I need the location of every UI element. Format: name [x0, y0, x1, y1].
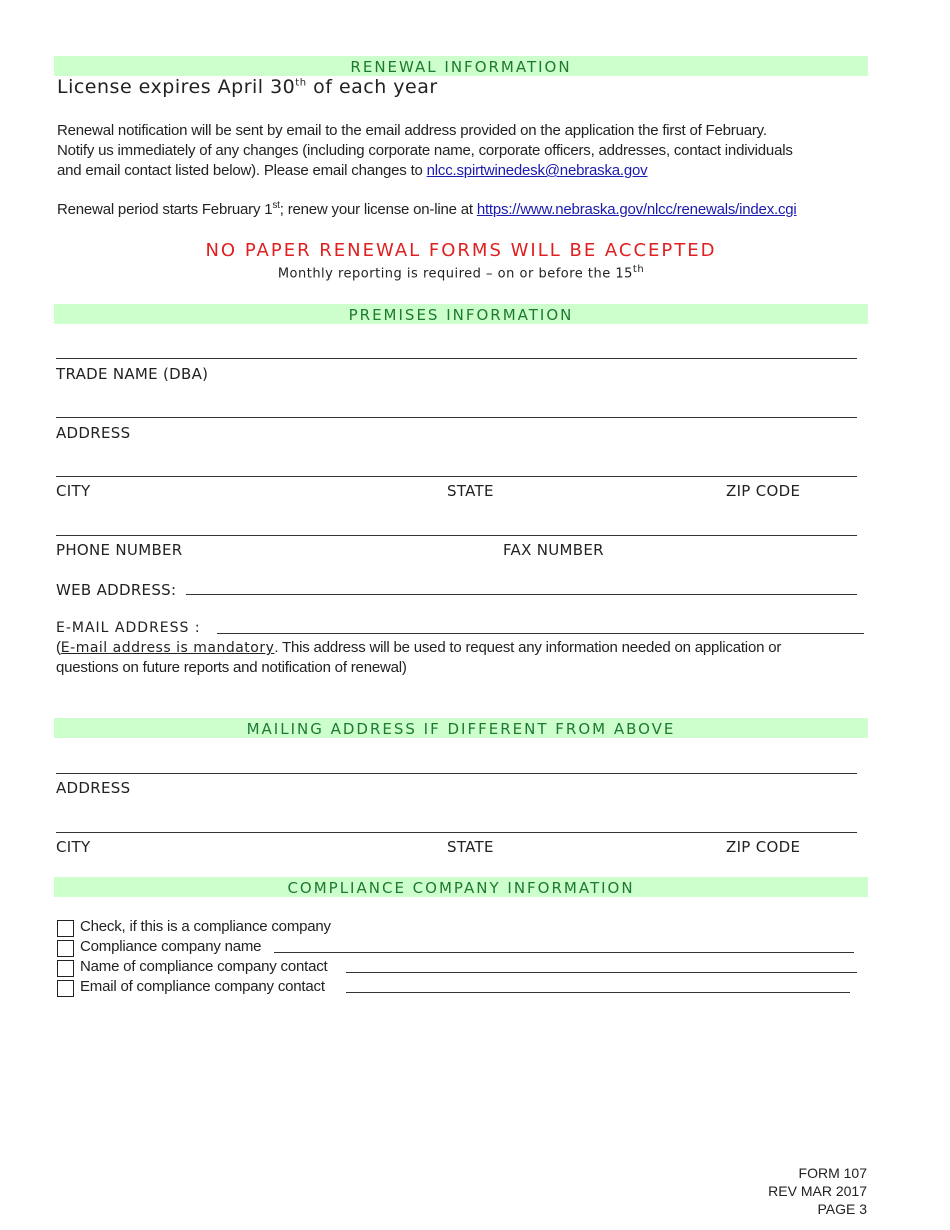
compliance-name-checkbox[interactable] — [57, 940, 74, 957]
compliance-contact-field[interactable] — [346, 972, 857, 973]
renewal-para1-line1: Renewal notification will be sent by email to the email address provided on the application the first of February. — [57, 122, 767, 139]
zip-label: ZIP CODE — [726, 482, 801, 500]
mailing-city-label: CITY — [56, 838, 91, 856]
license-expires: License expires April 30th of each year — [57, 76, 438, 98]
compliance-email-label: Email of compliance company contact — [80, 978, 325, 995]
compliance-email-checkbox[interactable] — [57, 980, 74, 997]
compliance-name-field[interactable] — [274, 952, 854, 953]
form-revision: REV MAR 2017 — [768, 1183, 867, 1199]
fax-label: FAX NUMBER — [503, 541, 604, 559]
compliance-contact-label: Name of compliance company contact — [80, 958, 328, 975]
compliance-email-field[interactable] — [346, 992, 850, 993]
form-number: FORM 107 — [798, 1165, 867, 1181]
compliance-company-checkbox[interactable] — [57, 920, 74, 937]
address-field[interactable] — [56, 417, 857, 418]
email-note-line2: questions on future reports and notification of renewal) — [56, 659, 407, 676]
email-address-label: E-MAIL ADDRESS : — [56, 620, 201, 636]
no-paper-notice: NO PAPER RENEWAL FORMS WILL BE ACCEPTED — [205, 240, 717, 261]
trade-name-label: TRADE NAME (DBA) — [56, 365, 209, 383]
compliance-name-label: Compliance company name — [80, 938, 262, 955]
city-state-zip-field[interactable] — [56, 476, 857, 477]
page-number: PAGE 3 — [817, 1201, 867, 1217]
web-address-label: WEB ADDRESS: — [56, 581, 177, 599]
trade-name-field[interactable] — [56, 358, 857, 359]
monthly-reporting: Monthly reporting is required – on or before the 15th — [277, 264, 645, 282]
mailing-zip-label: ZIP CODE — [726, 838, 801, 856]
mailing-header: MAILING ADDRESS IF DIFFERENT FROM ABOVE — [54, 718, 868, 738]
state-label: STATE — [447, 482, 494, 500]
email-address-field[interactable] — [217, 633, 864, 634]
renewal-para1-line3: and email contact listed below). Please email changes to nlcc.spirtwinedesk@nebraska.gov — [57, 162, 648, 179]
mailing-city-state-zip-field[interactable] — [56, 832, 857, 833]
renewal-para1-line2: Notify us immediately of any changes (including corporate name, corporate officers, addresses, contact individuals — [57, 142, 793, 159]
phone-fax-field[interactable] — [56, 535, 857, 536]
mailing-address-field[interactable] — [56, 773, 857, 774]
form-footer — [768, 1164, 867, 1218]
phone-label: PHONE NUMBER — [56, 541, 183, 559]
email-note-line1: (E-mail address is mandatory. This address will be used to request any information needed on application or — [56, 639, 782, 656]
renewal-header: RENEWAL INFORMATION — [54, 56, 868, 76]
compliance-check-label: Check, if this is a compliance company — [80, 918, 331, 935]
mailing-address-label: ADDRESS — [56, 779, 131, 797]
email-mandatory-text: E-mail address is mandatory — [60, 640, 275, 656]
city-label: CITY — [56, 482, 91, 500]
renewal-para2: Renewal period starts February 1st; renew your license on-line at https://www.nebraska.gov/nlcc/renewals/index.cgi — [57, 200, 797, 218]
renewal-url-link[interactable]: https://www.nebraska.gov/nlcc/renewals/index.cgi — [476, 201, 797, 218]
address-label: ADDRESS — [56, 424, 131, 442]
web-address-field[interactable] — [186, 594, 857, 595]
changes-email-link[interactable]: nlcc.spirtwinedesk@nebraska.gov — [426, 162, 648, 179]
compliance-header: COMPLIANCE COMPANY INFORMATION — [54, 877, 868, 897]
compliance-contact-checkbox[interactable] — [57, 960, 74, 977]
mailing-state-label: STATE — [447, 838, 494, 856]
premises-header: PREMISES INFORMATION — [54, 304, 868, 324]
